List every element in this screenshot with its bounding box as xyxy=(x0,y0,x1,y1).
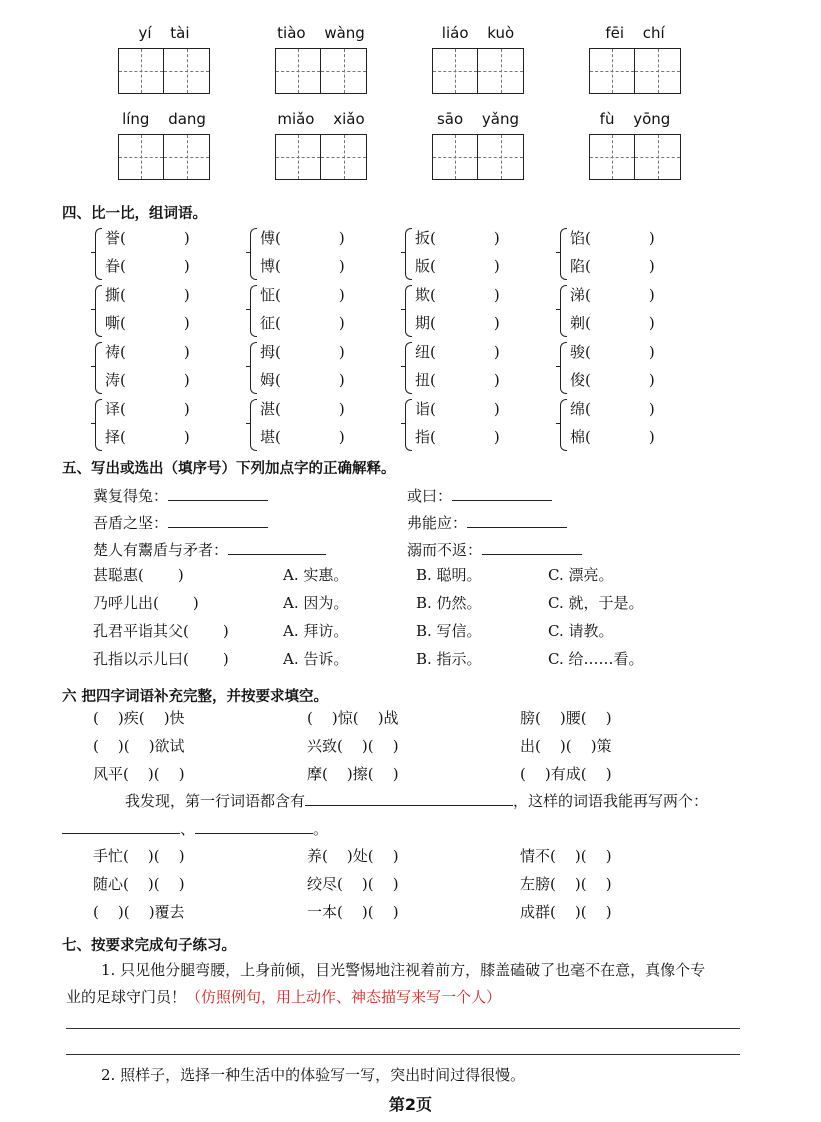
question-1-line-1: 1. 只见他分腿弯腰，上身前倾，目光警惕地注视着前方，膝盖磕破了也毫不在意，真像个专 xyxy=(101,961,706,979)
example-line-1[interactable] xyxy=(62,817,180,834)
brace xyxy=(250,399,257,451)
question-1-line-2 xyxy=(66,986,501,1008)
word-pair xyxy=(250,397,370,453)
pinyin-label: liáo kuò xyxy=(441,24,515,42)
idiom-blank[interactable]: 出( )( )策 xyxy=(520,737,612,755)
explain-line xyxy=(93,511,268,534)
char-with-paren: 涕( xyxy=(570,286,591,304)
choice-question xyxy=(93,592,199,614)
char-with-paren: 剃( xyxy=(570,314,591,332)
writing-cell[interactable] xyxy=(164,135,209,179)
close-paren: ) xyxy=(493,229,500,247)
word-pair xyxy=(250,283,370,339)
word-line xyxy=(570,283,655,307)
char-with-paren: 陷( xyxy=(570,257,591,275)
answer-line[interactable] xyxy=(228,538,326,555)
close-paren: ) xyxy=(338,400,345,418)
find-answer-line[interactable] xyxy=(305,789,513,806)
close-paren: ) xyxy=(648,371,655,389)
choice-option-c: C. 给……看。 xyxy=(548,650,644,668)
close-paren: ) xyxy=(493,428,500,446)
char-with-paren: 版( xyxy=(415,257,436,275)
close-paren: ) xyxy=(493,286,500,304)
char-with-paren: 嘶( xyxy=(105,314,126,332)
idiom-blank[interactable]: ( )有成( ) xyxy=(520,765,612,783)
close-paren: ) xyxy=(338,371,345,389)
word-line xyxy=(105,340,190,364)
idiom-blank[interactable]: ( )疾( )快 xyxy=(93,709,185,727)
word-pair xyxy=(95,340,215,396)
writing-cell[interactable] xyxy=(276,49,321,93)
close-paren: ) xyxy=(183,371,190,389)
word-pair xyxy=(95,283,215,339)
close-paren: ) xyxy=(183,343,190,361)
char-with-paren: 祷( xyxy=(105,343,126,361)
choice-question xyxy=(93,648,229,670)
close-paren: ) xyxy=(183,257,190,275)
page-number: 第2页 xyxy=(388,1095,433,1114)
question-2: 2. 照样子，选择一种生活中的体验写一写，突出时间过得很慢。 xyxy=(101,1066,526,1084)
choice-option-b: B. 写信。 xyxy=(416,622,482,640)
word-line xyxy=(105,425,190,449)
brace xyxy=(250,285,257,337)
choice-option-a: A. 拜访。 xyxy=(283,622,349,640)
writing-cell[interactable] xyxy=(119,49,164,93)
choice-option-b: B. 仍然。 xyxy=(416,594,482,612)
brace xyxy=(560,285,567,337)
word-line xyxy=(570,425,655,449)
word-line xyxy=(415,283,500,307)
word-pair xyxy=(250,226,370,282)
choice-question xyxy=(93,620,229,642)
idiom-blank[interactable]: 成群( )( ) xyxy=(520,903,612,921)
word-line xyxy=(260,340,345,364)
close-paren: ) xyxy=(183,286,190,304)
pinyin-group xyxy=(118,108,210,180)
brace xyxy=(95,228,102,280)
writing-cell[interactable] xyxy=(164,49,209,93)
brace xyxy=(405,342,412,394)
writing-cell[interactable] xyxy=(119,135,164,179)
idiom-blank[interactable]: 养( )处( ) xyxy=(307,847,399,865)
pinyin-label: sāo yǎng xyxy=(436,110,520,128)
char-with-paren: 绵( xyxy=(570,400,591,418)
close-paren: ) xyxy=(648,314,655,332)
explain-label: 弗能应： xyxy=(407,514,468,532)
brace xyxy=(405,228,412,280)
char-with-paren: 征( xyxy=(260,314,281,332)
explain-label: 或曰： xyxy=(407,487,453,505)
char-with-paren: 堪( xyxy=(260,428,281,446)
char-with-paren: 傅( xyxy=(260,229,281,247)
tianzige-grid[interactable] xyxy=(589,48,681,94)
word-pair xyxy=(405,340,525,396)
char-with-paren: 择( xyxy=(105,428,126,446)
char-with-paren: 骏( xyxy=(570,343,591,361)
writing-cell[interactable] xyxy=(590,135,635,179)
writing-cell[interactable] xyxy=(433,49,478,93)
close-paren: ) xyxy=(183,400,190,418)
question-text: 孔指以示儿曰( xyxy=(93,650,189,668)
char-with-paren: 扭( xyxy=(415,371,436,389)
choice-option-c: C. 就，于是。 xyxy=(548,594,644,612)
choice-option-c: C. 请教。 xyxy=(548,622,614,640)
idiom-blank[interactable]: 风平( )( ) xyxy=(93,765,185,783)
word-pair xyxy=(560,226,680,282)
find-text-b: ，这样的词语我能再写两个： xyxy=(513,792,709,810)
idiom-blank[interactable]: 摩( )擦( ) xyxy=(307,765,399,783)
choice-option-a: A. 因为。 xyxy=(283,594,349,612)
tianzige-grid[interactable] xyxy=(118,134,210,180)
char-with-paren: 誉( xyxy=(105,229,126,247)
explain-line xyxy=(407,484,552,507)
word-line xyxy=(105,368,190,392)
word-line xyxy=(570,340,655,364)
pinyin-label: tiào wàng xyxy=(277,24,365,42)
word-pair xyxy=(405,397,525,453)
answer-line[interactable] xyxy=(66,1054,740,1055)
writing-cell[interactable] xyxy=(321,49,366,93)
idiom-blank[interactable]: 左膀( )( ) xyxy=(520,875,612,893)
brace xyxy=(95,342,102,394)
writing-cell[interactable] xyxy=(590,49,635,93)
word-line xyxy=(105,397,190,421)
question-text: 孔君平诣其父( xyxy=(93,622,189,640)
pinyin-label: miǎo xiǎo xyxy=(277,110,365,128)
close-paren: ) xyxy=(338,343,345,361)
question-text: 乃呼儿出( xyxy=(93,594,159,612)
word-line xyxy=(260,226,345,250)
word-line xyxy=(415,311,500,335)
char-with-paren: 纽( xyxy=(415,343,436,361)
brace xyxy=(560,342,567,394)
close-paren: ) xyxy=(183,229,190,247)
word-pair xyxy=(405,226,525,282)
char-with-paren: 湛( xyxy=(260,400,281,418)
char-with-paren: 棉( xyxy=(570,428,591,446)
word-line xyxy=(260,397,345,421)
answer-line[interactable] xyxy=(482,538,582,555)
tianzige-grid[interactable] xyxy=(432,48,524,94)
word-line xyxy=(260,283,345,307)
char-with-paren: 诣( xyxy=(415,400,436,418)
explain-label: 冀复得兔： xyxy=(93,487,169,505)
explain-line xyxy=(407,538,582,561)
word-line xyxy=(570,254,655,278)
idiom-blank[interactable]: ( )惊( )战 xyxy=(307,709,399,727)
writing-cell[interactable] xyxy=(478,49,523,93)
word-pair xyxy=(560,340,680,396)
choice-option-b: B. 聪明。 xyxy=(416,566,482,584)
word-line xyxy=(415,368,500,392)
char-with-paren: 撕( xyxy=(105,286,126,304)
char-with-paren: 眷( xyxy=(105,257,126,275)
close-paren: ) xyxy=(338,286,345,304)
answer-line[interactable] xyxy=(66,1028,740,1029)
char-with-paren: 期( xyxy=(415,314,436,332)
word-pair xyxy=(95,226,215,282)
word-line xyxy=(570,397,655,421)
idiom-blank[interactable]: 一本( )( ) xyxy=(307,903,399,921)
word-line xyxy=(260,254,345,278)
word-pair xyxy=(250,340,370,396)
idiom-blank[interactable]: ( )( )覆去 xyxy=(93,903,185,921)
close-paren: ) xyxy=(648,400,655,418)
explain-label: 溺而不返： xyxy=(407,541,483,559)
pinyin-label: fēi chí xyxy=(605,24,665,42)
char-with-paren: 馅( xyxy=(570,229,591,247)
close-paren: ) xyxy=(222,650,229,668)
char-with-paren: 涛( xyxy=(105,371,126,389)
word-line xyxy=(415,226,500,250)
close-paren: ) xyxy=(338,428,345,446)
word-line xyxy=(415,397,500,421)
word-line xyxy=(415,254,500,278)
example-line-2[interactable] xyxy=(195,817,313,834)
char-with-paren: 指( xyxy=(415,428,436,446)
brace xyxy=(95,285,102,337)
section-6-heading: 六 把四字词语补充完整，并按要求填空。 xyxy=(62,689,329,705)
close-paren: ) xyxy=(493,400,500,418)
writing-cell[interactable] xyxy=(433,135,478,179)
close-paren: ) xyxy=(192,594,199,612)
explain-label: 吾盾之坚： xyxy=(93,514,169,532)
pinyin-label: líng dang xyxy=(122,110,206,128)
brace xyxy=(405,285,412,337)
word-pair xyxy=(405,283,525,339)
writing-cell[interactable] xyxy=(321,135,366,179)
tianzige-grid[interactable] xyxy=(432,134,524,180)
pinyin-group xyxy=(589,22,681,94)
word-line xyxy=(105,226,190,250)
char-with-paren: 拇( xyxy=(260,343,281,361)
pinyin-group xyxy=(432,108,524,180)
word-pair xyxy=(560,397,680,453)
word-line xyxy=(260,368,345,392)
close-paren: ) xyxy=(648,286,655,304)
idiom-blank[interactable]: 膀( )腰( ) xyxy=(520,709,612,727)
find-sentence xyxy=(125,789,708,812)
close-paren: ) xyxy=(493,343,500,361)
pinyin-label: fù yōng xyxy=(599,110,671,128)
close-paren: ) xyxy=(183,314,190,332)
char-with-paren: 扳( xyxy=(415,229,436,247)
pinyin-group xyxy=(432,22,524,94)
question-1-requirement: （仿照例句，用上动作、神态描写来写一个人） xyxy=(186,988,502,1006)
word-line xyxy=(260,311,345,335)
close-paren: ) xyxy=(648,428,655,446)
pinyin-group xyxy=(589,108,681,180)
close-paren: ) xyxy=(648,229,655,247)
find-examples xyxy=(62,817,328,840)
close-paren: ) xyxy=(338,314,345,332)
word-line xyxy=(415,425,500,449)
find-text-a: 我发现，第一行词语都含有 xyxy=(125,792,306,810)
close-paren: ) xyxy=(648,257,655,275)
word-line xyxy=(260,425,345,449)
tianzige-grid[interactable] xyxy=(275,48,367,94)
explain-label: 楚人有鬻盾与矛者： xyxy=(93,541,229,559)
section-5-heading: 五、写出或选出（填序号）下列加点字的正确解释。 xyxy=(62,461,396,477)
section-7-heading: 七、按要求完成句子练习。 xyxy=(62,938,236,954)
idiom-blank[interactable]: 兴致( )( ) xyxy=(307,737,399,755)
word-line xyxy=(105,254,190,278)
close-paren: ) xyxy=(338,257,345,275)
answer-line[interactable] xyxy=(168,511,268,528)
answer-line[interactable] xyxy=(452,484,552,501)
idiom-blank[interactable]: 手忙( )( ) xyxy=(93,847,185,865)
close-paren: ) xyxy=(338,229,345,247)
char-with-paren: 怔( xyxy=(260,286,281,304)
pinyin-group xyxy=(118,22,210,94)
choice-question xyxy=(93,564,184,586)
close-paren: ) xyxy=(183,428,190,446)
close-paren: ) xyxy=(177,566,184,584)
close-paren: ) xyxy=(493,371,500,389)
brace xyxy=(95,399,102,451)
word-line xyxy=(570,311,655,335)
char-with-paren: 欺( xyxy=(415,286,436,304)
question-text: 甚聪惠( xyxy=(93,566,144,584)
pinyin-group xyxy=(275,108,367,180)
brace xyxy=(560,228,567,280)
idiom-blank[interactable]: 绞尽( )( ) xyxy=(307,875,399,893)
close-paren: ) xyxy=(222,622,229,640)
answer-line[interactable] xyxy=(467,511,567,528)
answer-line[interactable] xyxy=(168,484,268,501)
end-mark: 。 xyxy=(313,820,329,838)
char-with-paren: 姆( xyxy=(260,371,281,389)
writing-cell[interactable] xyxy=(478,135,523,179)
char-with-paren: 译( xyxy=(105,400,126,418)
idiom-blank[interactable]: ( )( )欲试 xyxy=(93,737,185,755)
idiom-blank[interactable]: 随心( )( ) xyxy=(93,875,185,893)
word-line xyxy=(105,311,190,335)
word-line xyxy=(415,340,500,364)
brace xyxy=(405,399,412,451)
writing-cell[interactable] xyxy=(635,135,680,179)
pinyin-group xyxy=(275,22,367,94)
tianzige-grid[interactable] xyxy=(589,134,681,180)
word-line xyxy=(570,226,655,250)
explain-line xyxy=(93,538,326,561)
choice-option-b: B. 指示。 xyxy=(416,650,482,668)
section-4-heading: 四、比一比，组词语。 xyxy=(62,206,207,222)
explain-line xyxy=(407,511,567,534)
close-paren: ) xyxy=(493,314,500,332)
word-line xyxy=(105,283,190,307)
word-pair xyxy=(560,283,680,339)
idiom-blank[interactable]: 情不( )( ) xyxy=(520,847,612,865)
tianzige-grid[interactable] xyxy=(275,134,367,180)
choice-option-a: A. 告诉。 xyxy=(283,650,349,668)
word-line xyxy=(570,368,655,392)
question-1-text: 业的足球守门员！ xyxy=(66,988,187,1006)
writing-cell[interactable] xyxy=(276,135,321,179)
brace xyxy=(250,342,257,394)
brace xyxy=(560,399,567,451)
char-with-paren: 博( xyxy=(260,257,281,275)
separator: 、 xyxy=(180,820,196,838)
close-paren: ) xyxy=(648,343,655,361)
choice-option-c: C. 漂亮。 xyxy=(548,566,614,584)
writing-cell[interactable] xyxy=(635,49,680,93)
char-with-paren: 俊( xyxy=(570,371,591,389)
brace xyxy=(250,228,257,280)
explain-line xyxy=(93,484,268,507)
word-pair xyxy=(95,397,215,453)
choice-option-a: A. 实惠。 xyxy=(283,566,349,584)
pinyin-label: yí tài xyxy=(138,24,190,42)
close-paren: ) xyxy=(493,257,500,275)
tianzige-grid[interactable] xyxy=(118,48,210,94)
